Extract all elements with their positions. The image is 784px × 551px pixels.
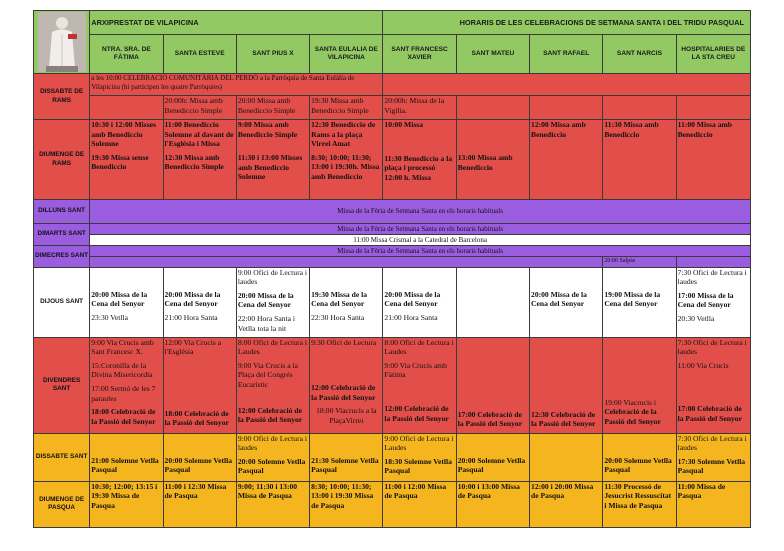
dilluns-note: Missa de la Fèria de Setmana Santa en els horaris habituals — [90, 200, 751, 224]
cell: 20:00 Missa de la Cena del Senyor — [530, 267, 603, 337]
schedule-table — [33, 10, 751, 528]
cell: 8:00 Ofici de Lectura i Laudes 9:00 Via Crucis a la Plaça del Congrés Eucarístic 12:00 Celebració de la Passió del Senyor — [236, 337, 309, 433]
cell: 9:00 Via Crucis amb Sant Francesc X. 15:Coronilla de la Divina Misericordia 17:00 Sermó de les 7 paraules 18:00 Celebració de la Passió del Senyor — [90, 337, 163, 433]
cell: 20:00 Solemne Vetlla Pasqual — [603, 433, 676, 481]
cell: 8:00 Ofici de Lectura i Laudes 9:00 Via Crucis amb Fàtima 12:00 Celebració de la Passió del Senyor — [383, 337, 456, 433]
cell: 11:30 Processó de Jesucrist Ressuscitat i Missa de Pasqua — [603, 481, 676, 527]
cell: 10:30 i 12:00 Misses amb Benediccio Solemne 19:30 Missa sense Benediccio — [90, 120, 163, 200]
col-header-fatima: NTRA. SRA. DE FÀTIMA — [90, 35, 163, 74]
cell: 11:00 Benediccio Solemne al davant de l'Església i Missa 12:30 Missa amb Benediccio Simple — [163, 120, 236, 200]
col-header-sant-mateu: SANT MATEU — [456, 35, 529, 74]
cell — [456, 96, 529, 120]
perdo-banner: a les 10:00 CELEBRACIÓ COMUNITÀRIA DEL PERDÓ a la Parròquia de Santa Eulàlia de Vilapicina (hi participen les quatre Parròquies) — [90, 74, 383, 96]
saint-statue-icon — [38, 12, 86, 72]
cell: 11:00 i 12:30 Missa de Pasqua — [163, 481, 236, 527]
cell: 9:00 Ofici de Lectura i Laudes 18:30 Solemne Vetlla Pasqual — [383, 433, 456, 481]
cell: 20:00h: Missa de la Vigília. — [383, 96, 456, 120]
cell: 12:00 Missa amb Benediccio — [530, 120, 603, 200]
arxiprestat-title: ARXIPRESTAT DE VILAPICINA — [90, 11, 383, 35]
dimecres-note: Missa de la Fèria de Setmana Santa en els horaris habituals — [90, 246, 751, 257]
cell: 11:00 Missa amb Benediccio — [676, 120, 750, 200]
cell — [603, 96, 676, 120]
col-header-santa-eulalia: SANTA EULALIA DE VILAPICINA — [310, 35, 383, 74]
page-title: HORARIS DE LES CELEBRACIONS DE SETMANA SANTA I DEL TRIDU PASQUAL — [383, 11, 751, 35]
empty-cell — [676, 257, 750, 268]
cell: 19:00 Missa de la Cena del Senyor — [603, 267, 676, 337]
cell: 11:00 Missa de Pasqua — [676, 481, 750, 527]
cell: 21:30 Solemne Vetlla Pasqual — [310, 433, 383, 481]
cell: 9:00; 11:30 i 13:00 Missa de Pasqua — [236, 481, 309, 527]
cell: 20:00 Missa de la Cena del Senyor 21:00 Hora Santa — [383, 267, 456, 337]
cell: 20:00 Missa de la Cena del Senyor 21:00 Hora Santa — [163, 267, 236, 337]
cell: 20:00h: Missa amb Benediccio Simple — [163, 96, 236, 120]
row-label-dimarts: DIMARTS SANT — [34, 224, 90, 246]
col-header-sant-rafael: SANT RAFAEL — [530, 35, 603, 74]
cell: 10:00 Missa 11:30 Benediccio a la plaça i processó 12:00 h. Missa — [383, 120, 456, 200]
schedule-sheet — [33, 10, 751, 540]
missa-crismal-note: 11:00 Missa Crismal a la Catedral de Barcelona — [90, 235, 751, 246]
cell: 10:00 i 13:00 Missa de Pasqua — [456, 481, 529, 527]
cell — [90, 96, 163, 120]
row-label-dilluns: DILLUNS SANT — [34, 200, 90, 224]
cell: 20:00 Missa de la Cena del Senyor 23:30 Vetlla — [90, 267, 163, 337]
cell: 19:30 Missa amb Benediccio Simple — [310, 96, 383, 120]
cell: 17:00 Celebració de la Passió del Senyor — [456, 337, 529, 433]
row-label-dissabte-sant: DISSABTE SANT — [34, 433, 90, 481]
cell: 12:00 i 20:00 Missa de Pasqua — [530, 481, 603, 527]
cell: 11:30 Missa amb Benediccio — [603, 120, 676, 200]
col-header-hospitalaries: HOSPITALARIES DE LA STA CREU — [676, 35, 750, 74]
col-header-sant-francesc: SANT FRANCESC XAVIER — [383, 35, 456, 74]
cell: 9:00 Missa amb Benediccio Simple 11:30 i 13:00 Misses amb Benediccio Solemne — [236, 120, 309, 200]
dimarts-note: Missa de la Fèria de Setmana Santa en els horaris habituals — [90, 224, 751, 235]
row-label-diumenge-pasqua: DIUMENGE DE PASQUA — [34, 481, 90, 527]
cell: 19:30 Missa de la Cena del Senyor 22:30 Hora Santa — [310, 267, 383, 337]
cell: 20:00 Solemne Vetlla Pasqual — [456, 433, 529, 481]
cell: 12:30 Benediccio de Rams a la plaça Virrei Amat 8:30; 10:00; 11:30; 13:00 i 19:30h. Missa amb Benediccio — [310, 120, 383, 200]
logo — [34, 11, 90, 74]
cell: 20:00 Solemne Vetlla Pasqual — [163, 433, 236, 481]
row-label-dimecres: DIMECRES SANT — [34, 246, 90, 268]
cell: 7:30 Ofici de Lectura i laudes 11:00 Via Crucis 17:00 Celebració de la Passió del Senyor — [676, 337, 750, 433]
col-header-sant-pius: SANT PIUS X — [236, 35, 309, 74]
cell: 21:00 Solemne Vetlla Pasqual — [90, 433, 163, 481]
cell: 9:30 Ofici de Lectura 12:00 Celebració de la Passió del Senyor 18:00 Viacrucis a la PlaçaVirrei — [310, 337, 383, 433]
cell: 12:30 Celebració de la Passió del Senyor — [530, 337, 603, 433]
cell — [676, 96, 750, 120]
cell: 9:00 Ofici de Lectura i laudes 20:00 Missa de la Cena del Senyor 22:00 Hora Santa i Vetlla tota la nit — [236, 267, 309, 337]
cell: 13:00 Missa amb Benediccio — [456, 120, 529, 200]
cell — [530, 96, 603, 120]
cell: 7:30 Ofici de Lectura i laudes 17:30 Solemne Vetlla Pasqual — [676, 433, 750, 481]
cell — [456, 267, 529, 337]
empty-cell — [90, 257, 603, 268]
cell: 10:30; 12:00; 13:15 i 19:30 Missa de Pasqua — [90, 481, 163, 527]
col-header-santa-esteve: SANTA ESTEVE — [163, 35, 236, 74]
cell: 12:00 Via Crucis a l'Església 18:00 Celebració de la Passió del Senyor — [163, 337, 236, 433]
cell: 9:00 Ofici de Lectura i laudes 20:00 Solemne Vetlla Pasqual — [236, 433, 309, 481]
cell: 7:30 Ofici de Lectura i laudes 17:00 Missa de la Cena del Senyor 20:30 Vetlla — [676, 267, 750, 337]
row-label-dijous: DIJOUS SANT — [34, 267, 90, 337]
col-header-sant-narcis: SANT NARCIS — [603, 35, 676, 74]
row-label-divendres: DIVENDRES SANT — [34, 337, 90, 433]
cell: 11:00 i 12:00 Missa de Pasqua — [383, 481, 456, 527]
empty-cell — [383, 74, 751, 96]
row-label-diumenge-rams: DIUMENGE DE RAMS — [34, 120, 90, 200]
cell — [530, 433, 603, 481]
row-label-dissabte-rams: DISSABTE DE RAMS — [34, 74, 90, 120]
cell: 20:00 Missa amb Benediccio Simple — [236, 96, 309, 120]
cell: 8:30; 10:00; 11:30; 13:00 i 19:30 Missa de Pasqua — [310, 481, 383, 527]
salpas-cell: 20:00 Salpàs — [603, 257, 676, 268]
cell: 19:00 Viacrucis i Celebració de la Passió del Senyor — [603, 337, 676, 433]
